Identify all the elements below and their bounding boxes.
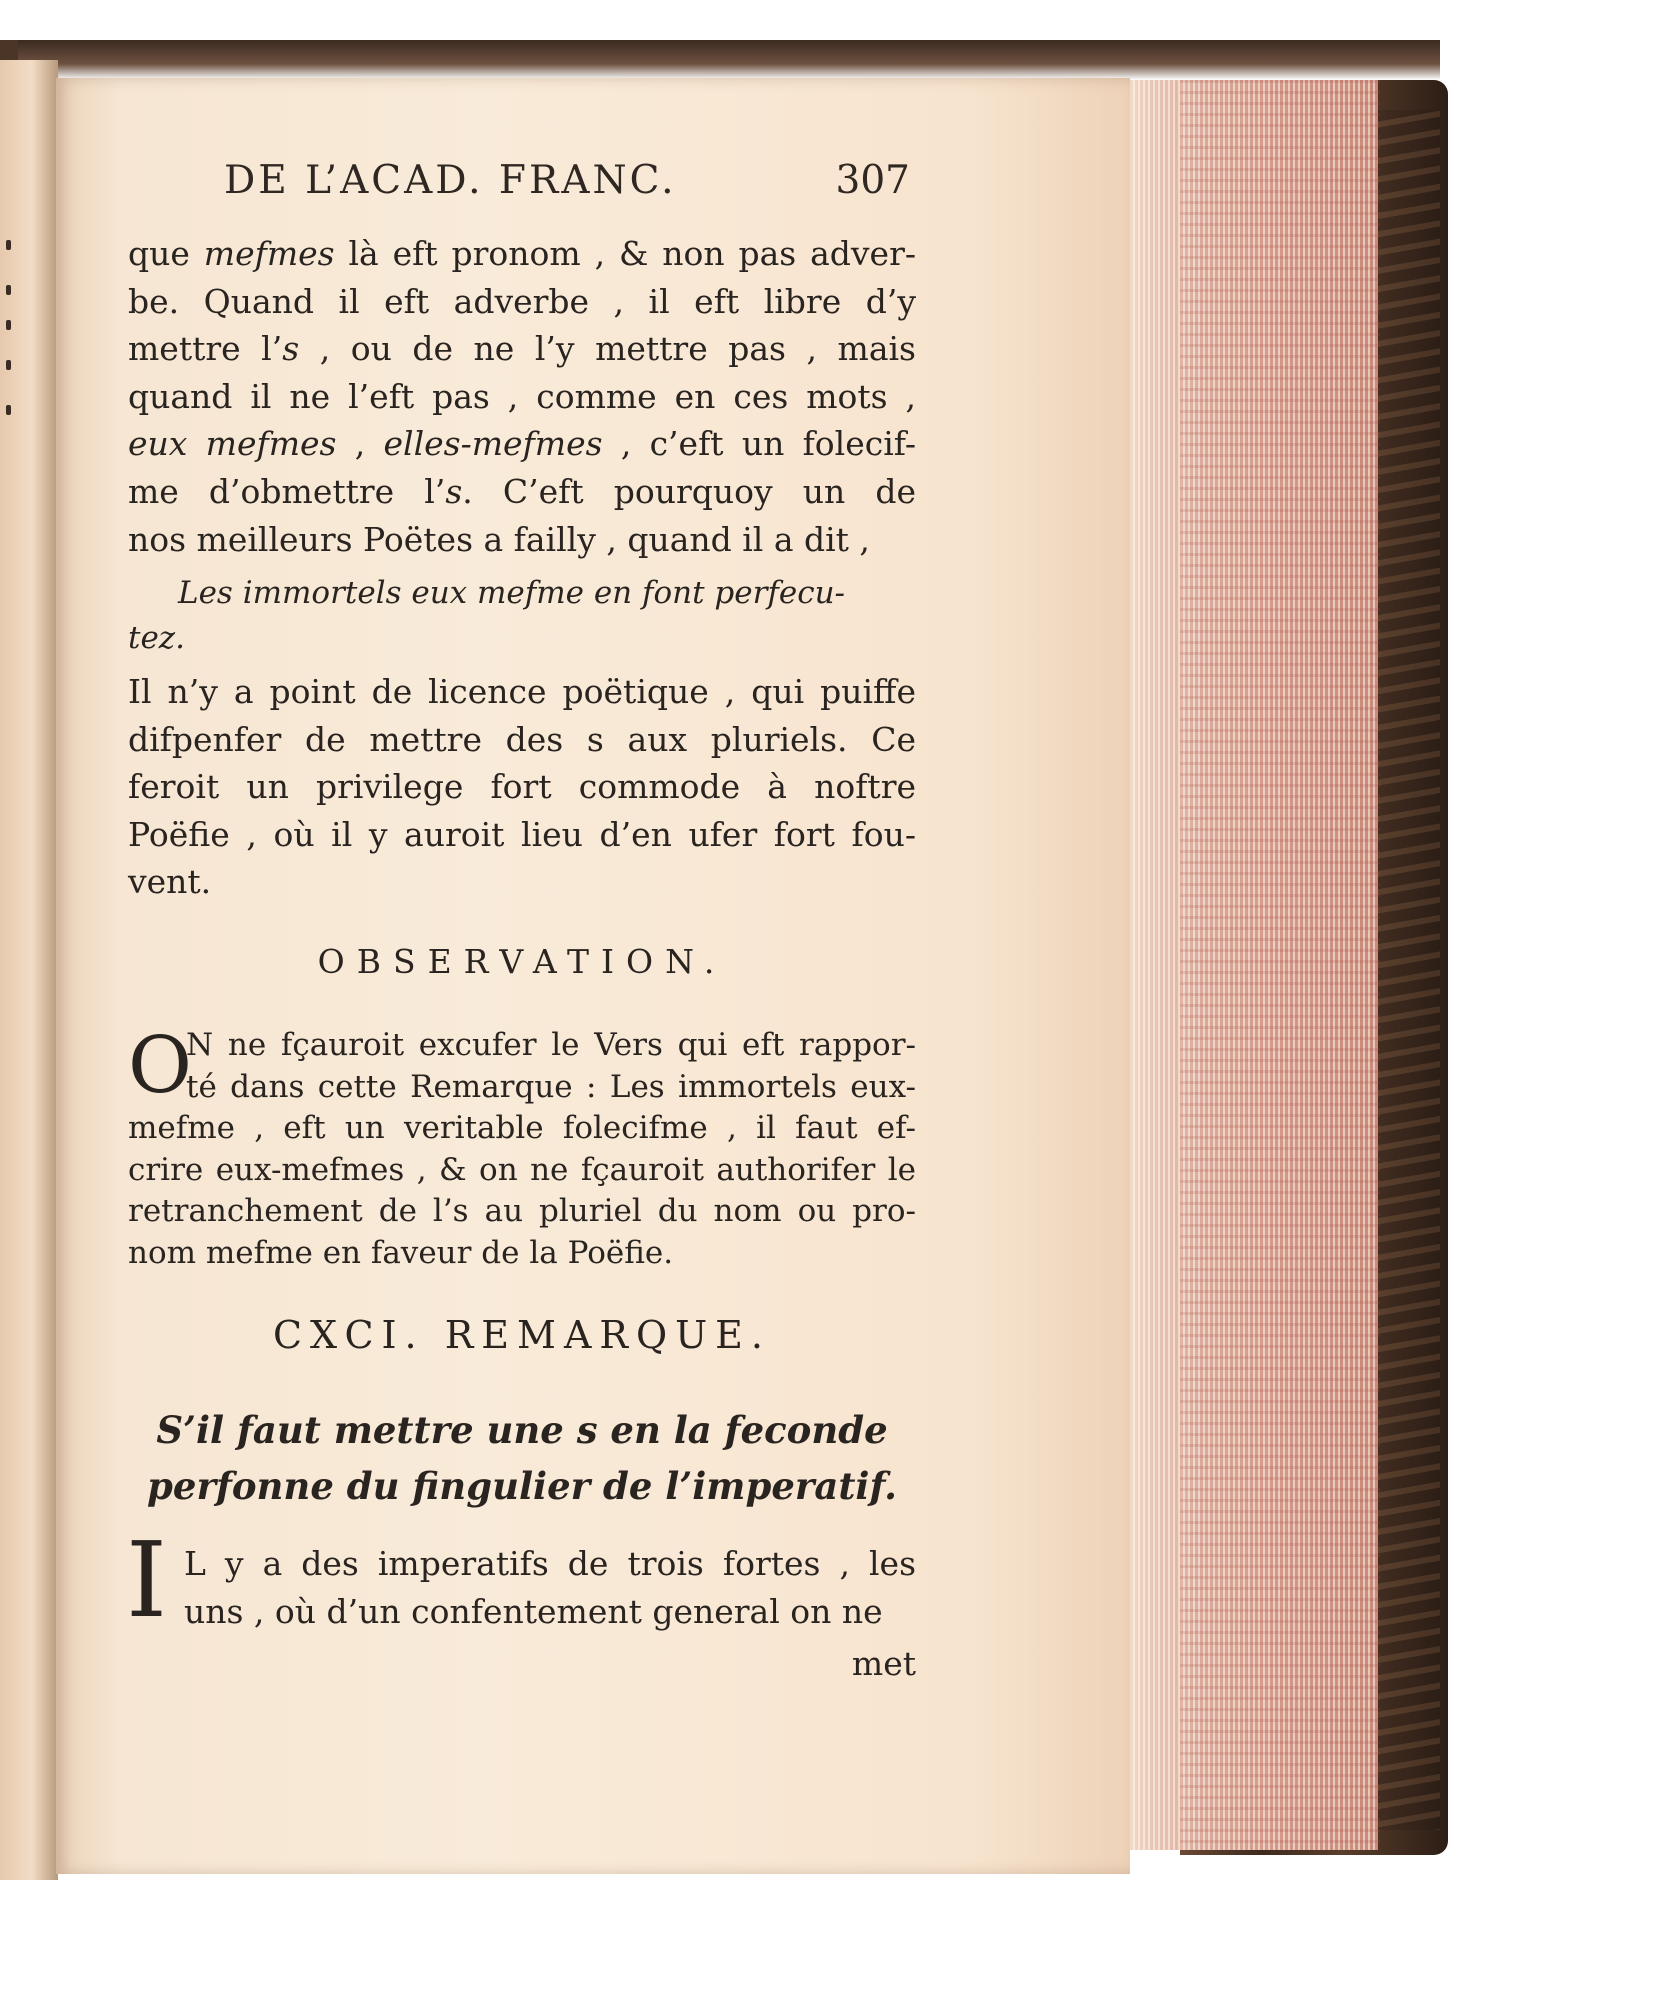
- text-line: N ne fçauroit excufer le Vers qui eft rappor-: [186, 1027, 916, 1063]
- quoted-verse-continuation: tez.: [128, 620, 185, 656]
- sprinkled-edge: [1180, 80, 1380, 1850]
- text-line: retranchement de l’s au pluriel du nom ou pro-: [128, 1193, 916, 1229]
- text-fragment: [6, 320, 11, 330]
- text-line: nos meilleurs Poëtes a failly , quand il a dit ,: [128, 519, 870, 559]
- text-line: Il n’y a point de licence poëtique , qui puiffe: [128, 672, 916, 711]
- text-line: crire eux-mefmes , & on ne fçauroit authorifer le: [128, 1151, 916, 1188]
- text-line: difpenfer de mettre des s aux pluriels. Ce: [128, 719, 916, 759]
- text-line: Poëfie , où il y auroit lieu d’en ufer fort fou-: [128, 814, 916, 854]
- text-fragment: [6, 360, 11, 370]
- remarque-text: [184, 1540, 916, 1636]
- text-line: feroit un privilege fort commode à noftre: [128, 767, 916, 807]
- text-fragment: [6, 240, 11, 250]
- text-line: vent.: [128, 862, 212, 902]
- subtitle-line: perfonne du fingulier de l’imperatif.: [147, 1464, 897, 1508]
- text-line: be. Quand il eft adverbe , il eft libre d’y: [128, 281, 916, 321]
- text-line: que mefmes là eft pronom , & non pas adver-: [128, 234, 916, 273]
- text-line: eux mefmes , elles-mefmes , c’eft un folecif-: [128, 424, 916, 464]
- remarque-dropcap: I: [126, 1519, 168, 1641]
- text-line: mettre l’s , ou de ne l’y mettre pas , mais: [128, 329, 916, 369]
- observation-dropcap: O: [128, 1021, 192, 1111]
- text-line: quand il ne l’eft pas , comme en ces mots ,: [128, 376, 916, 416]
- text-line: nom mefme en faveur de la Poëfie.: [128, 1234, 674, 1271]
- remarque-heading: CXCI. REMARQUE.: [272, 1313, 771, 1357]
- text-line: mefme , eft un veritable folecifme , il faut ef-: [128, 1110, 916, 1146]
- catchword: met: [851, 1644, 916, 1683]
- subtitle-line: S’il faut mettre une s en la feconde: [156, 1408, 888, 1452]
- remarque-subtitle: [128, 1402, 916, 1514]
- text-line: me d’obmettre l’s. C’eft pourquoy un de: [128, 471, 917, 511]
- text-fragment: [6, 285, 11, 295]
- quoted-verse: Les immortels eux mefme en font perfecu-: [178, 575, 846, 611]
- paragraph-2: [128, 668, 916, 906]
- text-line: uns , où d’un confentement general on ne: [184, 1592, 883, 1631]
- text-fragment: [6, 405, 11, 415]
- paragraph-1: [128, 230, 916, 563]
- running-title: DE L’ACAD. FRANC.: [224, 158, 677, 203]
- observation-heading: OBSERVATION.: [317, 942, 727, 981]
- top-shadow: [0, 40, 1440, 80]
- running-head: [160, 158, 910, 218]
- text-line: L y a des imperatifs de trois fortes , les: [184, 1544, 916, 1583]
- text-line: té dans cette Remarque : Les immortels eux-: [186, 1068, 916, 1105]
- page-number: 307: [835, 158, 910, 203]
- observation-text: [128, 1021, 916, 1274]
- facing-page-edge: [0, 60, 58, 1880]
